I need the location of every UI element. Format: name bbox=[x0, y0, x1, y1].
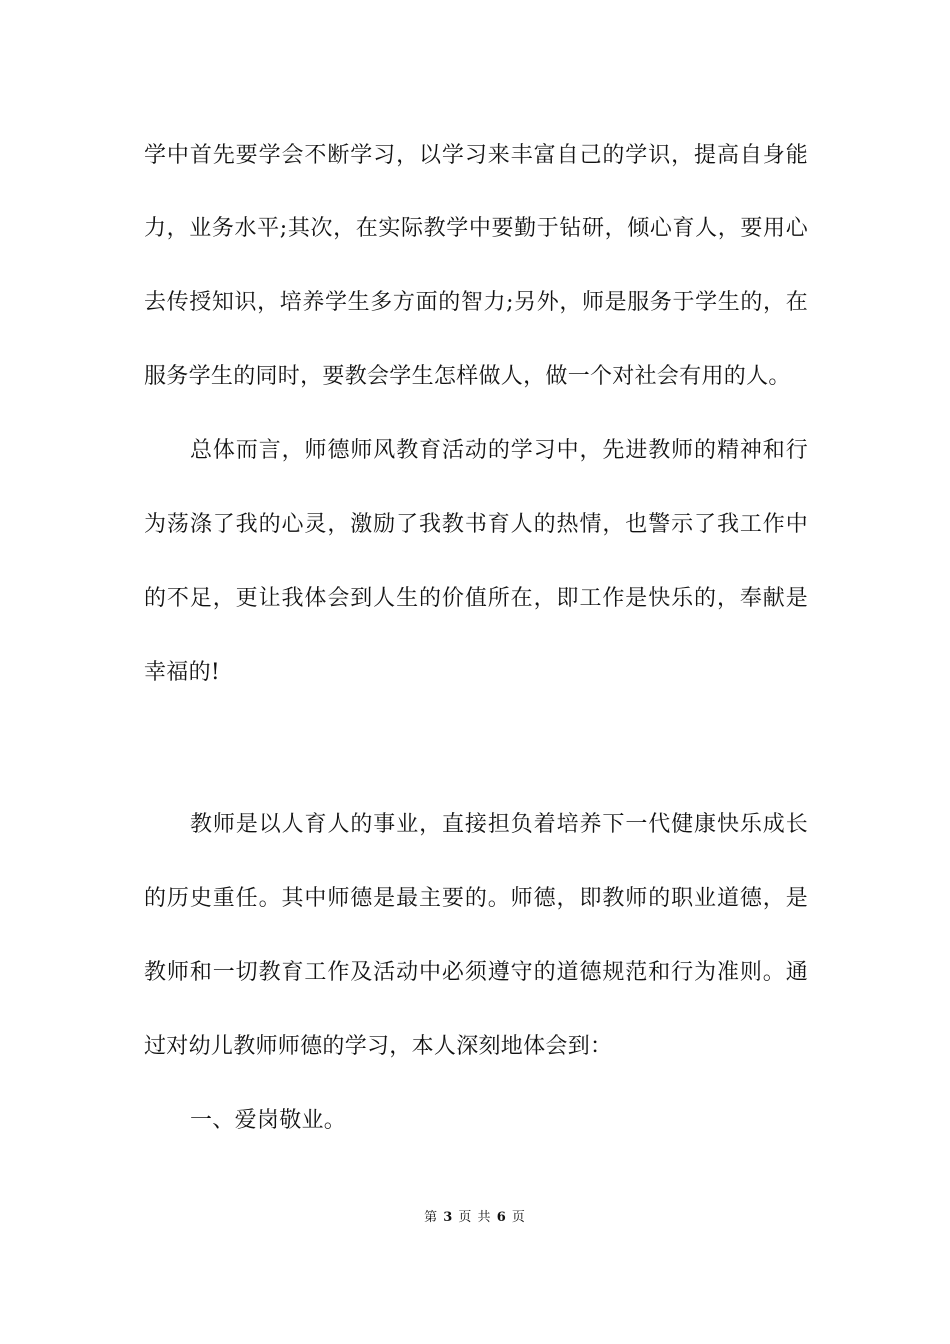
paragraph-2-line-1: 总体而言，师德师风教育活动的学习中，先进教师的精神和行 bbox=[190, 438, 808, 463]
paragraph-2-line-2: 为荡涤了我的心灵，激励了我教书育人的热情，也警示了我工作中 bbox=[144, 512, 808, 537]
page-footer bbox=[0, 1209, 950, 1227]
paragraph-1-line-2: 力，业务水平;其次，在实际教学中要勤于钻研，倾心育人，要用心 bbox=[144, 216, 808, 241]
paragraph-3-line-1: 教师是以人育人的事业，直接担负着培养下一代健康快乐成长 bbox=[190, 812, 808, 837]
paragraph-3-line-4: 过对幼儿教师师德的学习，本人深刻地体会到： bbox=[144, 1034, 613, 1059]
footer-total-pages: 6 bbox=[496, 1210, 507, 1225]
footer-suffix: 页 bbox=[511, 1210, 526, 1225]
paragraph-3-line-3: 教师和一切教育工作及活动中必须遵守的道德规范和行为准则。通 bbox=[144, 960, 808, 985]
footer-middle: 页 共 bbox=[458, 1210, 492, 1225]
paragraph-1-line-3: 去传授知识，培养学生多方面的智力;另外，师是服务于学生的，在 bbox=[144, 290, 808, 315]
paragraph-1-line-1: 学中首先要学会不断学习，以学习来丰富自己的学识，提高自身能 bbox=[144, 143, 808, 168]
footer-page-number: 3 bbox=[443, 1210, 454, 1225]
paragraph-2-line-3: 的不足，更让我体会到人生的价值所在，即工作是快乐的，奉献是 bbox=[144, 586, 808, 611]
section-heading-1: 一、爱岗敬业。 bbox=[190, 1108, 347, 1133]
footer-prefix: 第 bbox=[424, 1210, 439, 1225]
paragraph-3-line-2: 的历史重任。其中师德是最主要的。师德，即教师的职业道德，是 bbox=[144, 886, 808, 911]
paragraph-2-line-4: 幸福的! bbox=[144, 660, 221, 685]
paragraph-1-line-4: 服务学生的同时，要教会学生怎样做人，做一个对社会有用的人。 bbox=[144, 364, 791, 389]
